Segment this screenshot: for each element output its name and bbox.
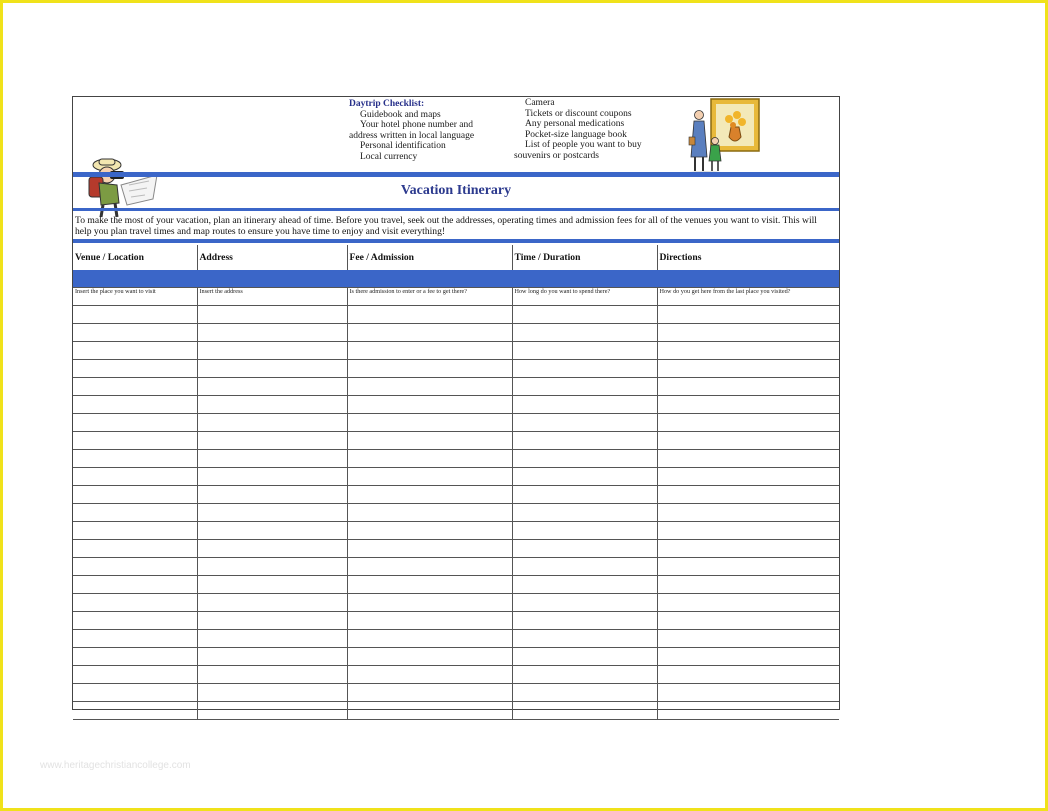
- table-cell-fee[interactable]: [347, 594, 512, 612]
- table-cell-address[interactable]: [197, 504, 347, 522]
- table-row: [73, 666, 839, 684]
- table-row: [73, 702, 839, 720]
- table-cell-venue[interactable]: [73, 702, 197, 720]
- table-cell-venue[interactable]: [73, 414, 197, 432]
- table-row: [73, 522, 839, 540]
- table-cell-directions[interactable]: [657, 666, 839, 684]
- table-cell-directions[interactable]: [657, 414, 839, 432]
- column-header-venue: Venue / Location: [73, 245, 197, 270]
- table-cell-address[interactable]: [197, 576, 347, 594]
- table-cell-time[interactable]: [512, 630, 657, 648]
- table-cell-venue[interactable]: [73, 378, 197, 396]
- table-cell-time[interactable]: How long do you want to spend there?: [512, 288, 657, 306]
- checklist-item: address written in local language: [349, 130, 475, 141]
- table-cell-venue[interactable]: [73, 342, 197, 360]
- column-header-directions: Directions: [659, 252, 702, 263]
- table-cell-time[interactable]: [512, 324, 657, 342]
- table-cell-time[interactable]: [512, 432, 657, 450]
- table-cell-fee[interactable]: [347, 666, 512, 684]
- table-cell-address[interactable]: [197, 342, 347, 360]
- table-row: [73, 396, 839, 414]
- table-row: [73, 540, 839, 558]
- table-row: [73, 648, 839, 666]
- checklist-right: [514, 98, 674, 162]
- table-cell-address[interactable]: [197, 450, 347, 468]
- checklist-item: Tickets or discount coupons: [525, 108, 632, 119]
- table-row: [73, 468, 839, 486]
- table-cell-time[interactable]: [512, 576, 657, 594]
- table-cell-time[interactable]: [512, 648, 657, 666]
- table-cell-address[interactable]: [197, 702, 347, 720]
- watermark-text: www.heritagechristiancollege.com: [40, 760, 191, 771]
- table-cell-venue[interactable]: [73, 432, 197, 450]
- table-cell-time[interactable]: [512, 468, 657, 486]
- table-cell-venue[interactable]: [73, 306, 197, 324]
- table-cell-venue[interactable]: [73, 594, 197, 612]
- table-cell-address[interactable]: [197, 648, 347, 666]
- table-cell-venue[interactable]: [73, 504, 197, 522]
- table-cell-address[interactable]: [197, 522, 347, 540]
- table-cell-time[interactable]: [512, 342, 657, 360]
- table-row: [73, 684, 839, 702]
- table-cell-fee[interactable]: [347, 648, 512, 666]
- table-cell-fee[interactable]: [347, 522, 512, 540]
- page-title: Vacation Itinerary: [400, 183, 512, 198]
- table-cell-venue[interactable]: [73, 684, 197, 702]
- table-cell-directions[interactable]: [657, 576, 839, 594]
- table-cell-address[interactable]: [197, 306, 347, 324]
- table-cell-address[interactable]: [197, 324, 347, 342]
- table-cell-directions[interactable]: [657, 504, 839, 522]
- table-cell-directions[interactable]: [657, 612, 839, 630]
- column-header-time: Time / Duration: [512, 245, 657, 270]
- table-cell-fee[interactable]: Is there admission to enter or a fee to get there?: [347, 288, 512, 306]
- table-cell-time[interactable]: [512, 594, 657, 612]
- table-cell-directions[interactable]: [657, 486, 839, 504]
- table-cell-time[interactable]: [512, 684, 657, 702]
- table-cell-fee[interactable]: [347, 306, 512, 324]
- checklist-item: Camera: [525, 98, 555, 108]
- table-cell-address[interactable]: [197, 666, 347, 684]
- table-cell-time[interactable]: [512, 450, 657, 468]
- table-cell-time[interactable]: [512, 504, 657, 522]
- table-cell-time[interactable]: [512, 396, 657, 414]
- table-cell-venue[interactable]: [73, 540, 197, 558]
- table-cell-venue[interactable]: [73, 360, 197, 378]
- table-cell-directions[interactable]: [657, 360, 839, 378]
- table-cell-directions[interactable]: [657, 306, 839, 324]
- woman-and-child-viewing-painting-illustration: [685, 97, 765, 177]
- table-cell-fee[interactable]: [347, 504, 512, 522]
- table-cell-fee[interactable]: [347, 540, 512, 558]
- table-row: [73, 324, 839, 342]
- checklist-item: Pocket-size language book: [525, 129, 627, 140]
- table-cell-address[interactable]: [197, 396, 347, 414]
- checklist-item: Personal identification: [360, 141, 446, 152]
- table-cell-time[interactable]: [512, 486, 657, 504]
- table-cell-time[interactable]: [512, 378, 657, 396]
- header-underline-band: [73, 270, 839, 288]
- table-cell-address[interactable]: [197, 360, 347, 378]
- table-row: [73, 486, 839, 504]
- table-cell-venue[interactable]: [73, 450, 197, 468]
- table-cell-address[interactable]: [197, 558, 347, 576]
- table-cell-fee[interactable]: [347, 468, 512, 486]
- checklist-item: Any personal medications: [525, 119, 625, 130]
- checklist-title: Daytrip Checklist:: [349, 99, 425, 109]
- table-cell-directions[interactable]: [657, 468, 839, 486]
- table-cell-fee[interactable]: [347, 576, 512, 594]
- table-cell-directions[interactable]: [657, 378, 839, 396]
- table-cell-venue[interactable]: [73, 666, 197, 684]
- table-cell-time[interactable]: [512, 360, 657, 378]
- table-cell-address[interactable]: [197, 630, 347, 648]
- table-cell-directions[interactable]: [657, 396, 839, 414]
- table-cell-address[interactable]: [197, 468, 347, 486]
- checklist-left: [349, 99, 509, 163]
- table-cell-fee[interactable]: [347, 396, 512, 414]
- table-cell-address[interactable]: Insert the address: [197, 288, 347, 306]
- table-cell-venue[interactable]: [73, 522, 197, 540]
- table-row: [73, 594, 839, 612]
- table-cell-fee[interactable]: [347, 432, 512, 450]
- table-row: [73, 378, 839, 396]
- table-cell-fee[interactable]: [347, 324, 512, 342]
- table-cell-directions[interactable]: [657, 702, 839, 720]
- table-cell-time[interactable]: [512, 414, 657, 432]
- table-cell-venue[interactable]: [73, 576, 197, 594]
- table-cell-address[interactable]: [197, 414, 347, 432]
- table-cell-address[interactable]: [197, 378, 347, 396]
- table-row: [73, 306, 839, 324]
- column-header-fee: Fee / Admission: [347, 245, 512, 270]
- table-cell-directions[interactable]: [657, 558, 839, 576]
- table-cell-fee[interactable]: [347, 612, 512, 630]
- table-cell-directions[interactable]: [657, 630, 839, 648]
- table-cell-fee[interactable]: [347, 414, 512, 432]
- column-header-address: Address: [197, 245, 347, 270]
- itinerary-table: [73, 245, 839, 720]
- table-cell-venue[interactable]: [73, 486, 197, 504]
- table-cell-address[interactable]: [197, 684, 347, 702]
- table-cell-fee[interactable]: [347, 342, 512, 360]
- table-cell-time[interactable]: [512, 540, 657, 558]
- intro-top-band: [73, 208, 839, 211]
- checklist-item: List of people you want to buy: [525, 140, 642, 151]
- table-cell-address[interactable]: [197, 432, 347, 450]
- table-cell-venue[interactable]: [73, 630, 197, 648]
- table-cell-fee[interactable]: [347, 378, 512, 396]
- table-cell-fee[interactable]: [347, 360, 512, 378]
- table-cell-fee[interactable]: [347, 486, 512, 504]
- table-top-band: [73, 239, 839, 243]
- table-row: [73, 612, 839, 630]
- table-cell-fee[interactable]: [347, 702, 512, 720]
- table-row: [73, 450, 839, 468]
- table-cell-time[interactable]: [512, 522, 657, 540]
- table-cell-directions[interactable]: [657, 324, 839, 342]
- table-cell-directions[interactable]: [657, 522, 839, 540]
- table-cell-fee[interactable]: [347, 450, 512, 468]
- hint-row: [73, 288, 839, 306]
- table-cell-time[interactable]: [512, 306, 657, 324]
- table-cell-venue[interactable]: [73, 558, 197, 576]
- table-cell-directions[interactable]: [657, 684, 839, 702]
- checklist-item: Your hotel phone number and: [360, 120, 474, 131]
- table-cell-fee[interactable]: [347, 684, 512, 702]
- table-row: [73, 342, 839, 360]
- table-cell-time[interactable]: [512, 702, 657, 720]
- table-cell-address[interactable]: [197, 540, 347, 558]
- table-cell-directions[interactable]: [657, 450, 839, 468]
- table-cell-venue[interactable]: [73, 324, 197, 342]
- table-cell-time[interactable]: [512, 666, 657, 684]
- table-row: [73, 576, 839, 594]
- table-cell-venue[interactable]: Insert the place you want to visit: [73, 288, 197, 306]
- checklist-item: Guidebook and maps: [360, 109, 441, 120]
- table-row: [73, 360, 839, 378]
- intro-text: To make the most of your vacation, plan an itinerary ahead of time. Before you travel, seek out the addresses, operating times and admission fees for all of the venues you want to visit. This will help you plan travel times and map routes to ensure you have time to enjoy and visit everything!: [75, 215, 817, 237]
- table-cell-directions[interactable]: [657, 342, 839, 360]
- checklist-item: Local currency: [360, 151, 418, 162]
- table-cell-venue[interactable]: [73, 612, 197, 630]
- table-row: [73, 630, 839, 648]
- table-cell-directions[interactable]: [657, 594, 839, 612]
- table-cell-directions[interactable]: [657, 648, 839, 666]
- table-cell-directions[interactable]: [657, 540, 839, 558]
- table-cell-venue[interactable]: [73, 396, 197, 414]
- table-cell-fee[interactable]: [347, 630, 512, 648]
- itinerary-sheet: [72, 96, 840, 710]
- table-row: [73, 558, 839, 576]
- table-cell-venue[interactable]: [73, 648, 197, 666]
- checklist-item: souvenirs or postcards: [514, 150, 599, 161]
- table-row: [73, 432, 839, 450]
- table-cell-time[interactable]: [512, 612, 657, 630]
- table-cell-fee[interactable]: [347, 558, 512, 576]
- header-band: [73, 172, 839, 177]
- table-row: [73, 504, 839, 522]
- table-cell-address[interactable]: [197, 486, 347, 504]
- table-cell-venue[interactable]: [73, 468, 197, 486]
- table-header-row: [73, 245, 839, 270]
- table-cell-address[interactable]: [197, 612, 347, 630]
- table-row: [73, 414, 839, 432]
- table-cell-directions[interactable]: [657, 432, 839, 450]
- table-cell-directions[interactable]: How do you get here from the last place you visited?: [657, 288, 839, 306]
- table-cell-time[interactable]: [512, 558, 657, 576]
- table-cell-address[interactable]: [197, 594, 347, 612]
